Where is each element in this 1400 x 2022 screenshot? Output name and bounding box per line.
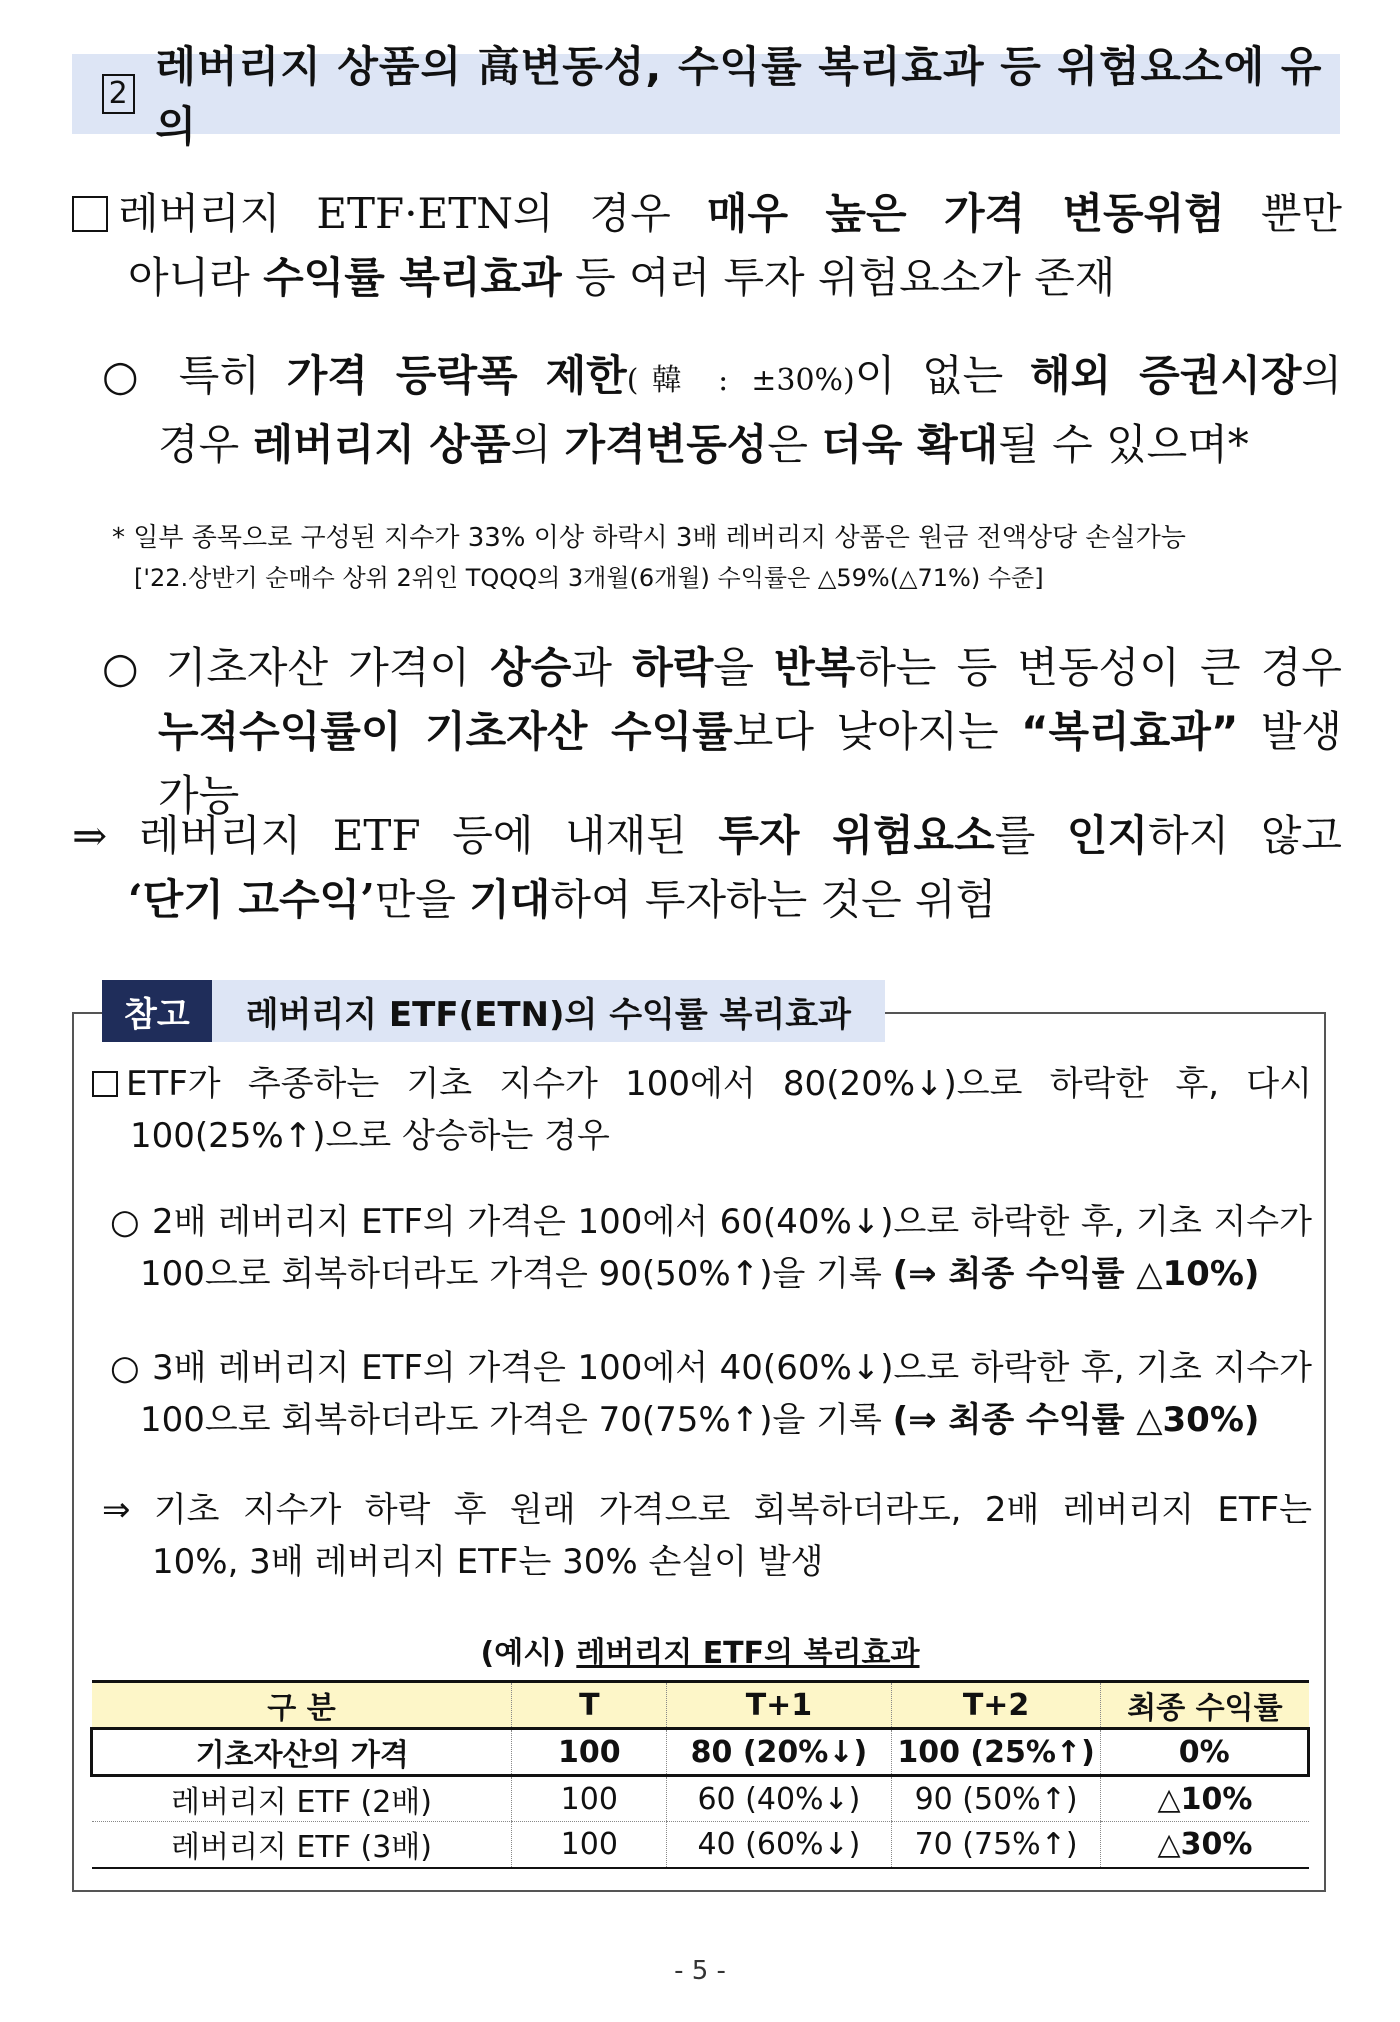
table-cell: 60 (40%↓) (667, 1776, 892, 1822)
reference-title: 레버리지 ETF(ETN)의 수익률 복리효과 (212, 980, 885, 1042)
reference-conclusion: ⇒ 기초 지수가 하락 후 원래 가격으로 회복하더라도, 2배 레버리지 ETF는 10%, 3배 레버리지 ETF는 30% 손실이 발생 (102, 1490, 1312, 1582)
table-header-cell: 구 분 (267, 1691, 336, 1726)
table-cell: 100 (25%↑) (891, 1729, 1101, 1776)
section-title-bar (72, 42, 1340, 151)
paragraph-main: 레버리지 ETF·ETN의 경우 매우 높은 가격 변동위험 뿐만 아니라 수익률 복리효과 등 여러 투자 위험요소가 존재 (72, 182, 1342, 310)
table-caption: (예시) 레버리지 ETF의 복리효과 (480, 1636, 920, 1671)
table-row (92, 1776, 1309, 1822)
table-cell: 100 (512, 1729, 667, 1776)
arrow-icon: ⇒ (72, 811, 108, 860)
table-cell: 0% (1101, 1729, 1309, 1776)
table-row (92, 1822, 1309, 1868)
section-title: 레버리지 상품의 高변동성, 수익률 복리효과 등 위험요소에 유의 (155, 42, 1323, 151)
page-number: - 5 - (674, 1956, 726, 1986)
table-cell: 레버리지 ETF (2배) (92, 1776, 512, 1822)
reference-bullet-3x: ○ 3배 레버리지 ETF의 가격은 100에서 40(60%↓)으로 하락한 후, 기초 지수가 100으로 회복하더라도 가격은 70(75%↑)을 기록 (⇒ 최종 수익률 △30%) (110, 1348, 1312, 1440)
checkbox-square-icon (72, 196, 108, 232)
reference-bullet-2x: ○ 2배 레버리지 ETF의 가격은 100에서 60(40%↓)으로 하락한 후, 기초 지수가 100으로 회복하더라도 가격은 90(50%↑)을 기록 (⇒ 최종 수익률 △10%) (110, 1202, 1312, 1294)
table-header-cell: T (512, 1682, 667, 1729)
table-header-cell: 최종 수익률 (1101, 1682, 1309, 1729)
compound-effect-table (90, 1680, 1310, 1869)
section-number: 2 (102, 74, 135, 114)
table-row (92, 1729, 1309, 1776)
table-header-row (92, 1682, 1309, 1729)
reference-intro: ETF가 추종하는 기초 지수가 100에서 80(20%↓)으로 하락한 후, 다시 100(25%↑)으로 상승하는 경우 (92, 1058, 1312, 1162)
table-cell: 100 (512, 1776, 667, 1822)
table-cell: 90 (50%↑) (891, 1776, 1101, 1822)
table-header-cell: T+2 (891, 1682, 1101, 1729)
table-cell: 기초자산의 가격 (92, 1729, 512, 1776)
table-cell: △30% (1101, 1822, 1309, 1868)
table-cell: 70 (75%↑) (891, 1822, 1101, 1868)
reference-header (102, 980, 885, 1042)
table-cell: 레버리지 ETF (3배) (92, 1822, 512, 1868)
table-cell: 80 (20%↓) (667, 1729, 892, 1776)
table-header-cell: T+1 (667, 1682, 892, 1729)
table-cell: 40 (60%↓) (667, 1822, 892, 1868)
reference-tag: 참고 (102, 980, 212, 1042)
footnote: * 일부 종목으로 구성된 지수가 33% 이상 하락시 3배 레버리지 상품은 원금 전액상당 손실가능 ['22.상반기 순매수 상위 2위인 TQQQ의 3개월(6개월) 수익률은 △59%(△71%) 수준] (112, 523, 1186, 592)
paragraph-bullet-1: ○ 특히 가격 등락폭 제한(韓 : ±30%)이 없는 해외 증권시장의 경우 레버리지 상품의 가격변동성은 더욱 확대될 수 있으며* (102, 351, 1342, 469)
table-cell: 100 (512, 1822, 667, 1868)
table-cell: △10% (1101, 1776, 1309, 1822)
paragraph-conclusion: ⇒ 레버리지 ETF 등에 내재된 투자 위험요소를 인지하지 않고 ‘단기 고수익’만을 기대하여 투자하는 것은 위험 (72, 811, 1342, 924)
paragraph-bullet-2: ○ 기초자산 가격이 상승과 하락을 반복하는 등 변동성이 큰 경우 누적수익률이 기초자산 수익률보다 낮아지는 “복리효과” 발생 가능 (102, 643, 1342, 820)
checkbox-square-icon (92, 1071, 118, 1097)
